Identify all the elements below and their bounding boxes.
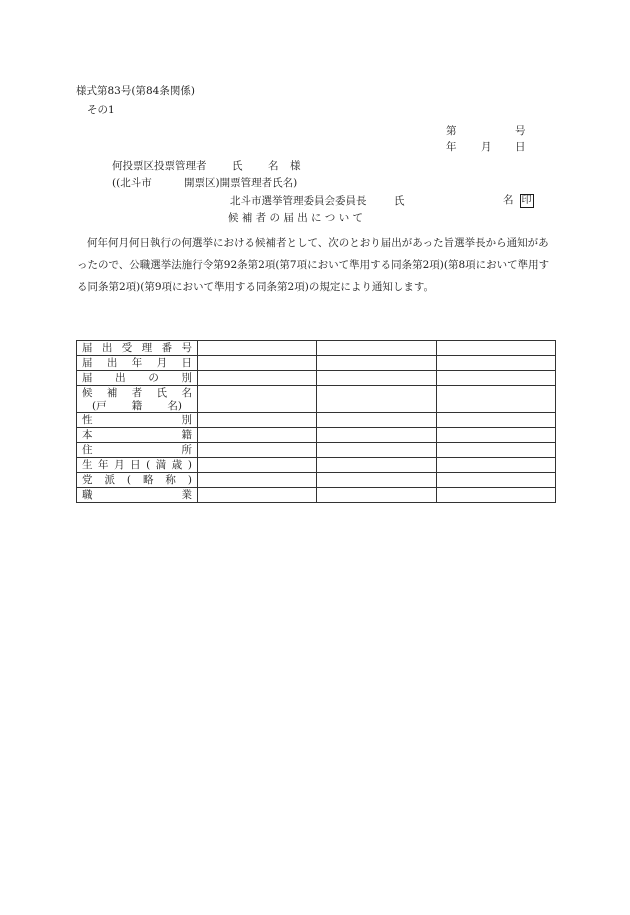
value-cell[interactable] (317, 428, 436, 443)
table-row (77, 386, 556, 413)
sender-title: 北斗市選挙管理委員会委員長 (230, 195, 367, 207)
label-char: 派 (104, 474, 115, 486)
value-cell[interactable] (198, 341, 317, 356)
table-row (77, 443, 556, 458)
value-cell[interactable] (436, 371, 555, 386)
label-char: 理 (141, 342, 153, 354)
label-char: ( (146, 459, 151, 471)
row-label (77, 488, 198, 503)
value-cell[interactable] (317, 458, 436, 473)
date-year: 年 (446, 141, 457, 153)
label-char: 号 (181, 342, 192, 354)
value-cell[interactable] (436, 356, 555, 371)
body-text: 何年何月何日執行の何選挙における候補者として、次のとおり届出があった旨選挙長から通知があったので、公職選挙法施行令第92条第2項(第7項において準用する同条第2項)(第8項において準用する同条第2項)(第9項において準用する同条第2項)の規定により通知します。 (77, 237, 550, 293)
label-char: 職 (82, 489, 93, 501)
date-month: 月 (481, 141, 492, 153)
value-cell[interactable] (436, 443, 555, 458)
value-cell[interactable] (198, 458, 317, 473)
addressee-counting-manager: 開票区)開票管理者氏名) (184, 177, 298, 189)
label-char: 生 (82, 459, 93, 471)
label-char: 別 (181, 372, 192, 384)
value-cell[interactable] (317, 386, 436, 413)
label-char: 別 (181, 414, 192, 426)
sender-shi: 氏 (394, 195, 405, 207)
table-row (77, 341, 556, 356)
label-char: 月 (114, 459, 125, 471)
label-char: 出 (106, 357, 118, 369)
sender-mei-seal (503, 193, 534, 208)
label-char: 年 (98, 459, 109, 471)
label-char: 補 (106, 387, 118, 399)
table-row (77, 458, 556, 473)
value-cell[interactable] (317, 356, 436, 371)
row-label-text (80, 458, 194, 472)
row-label-text (80, 413, 194, 427)
value-cell[interactable] (198, 356, 317, 371)
label-char: 業 (181, 489, 192, 501)
value-cell[interactable] (317, 443, 436, 458)
label-char: 党 (82, 474, 93, 486)
label-char: 受 (121, 342, 133, 354)
addressee-title: 何投票区投票管理者 (112, 160, 207, 172)
row-label (77, 413, 198, 428)
table-row (77, 371, 556, 386)
label-char: 候 (82, 387, 93, 399)
value-cell[interactable] (317, 473, 436, 488)
row-label (77, 473, 198, 488)
label-char: 籍 (131, 400, 143, 412)
value-cell[interactable] (436, 341, 555, 356)
label-char: 称 (165, 474, 176, 486)
label-char: 本 (82, 429, 93, 441)
label-char: 届 (82, 342, 93, 354)
label-char: 住 (82, 444, 93, 456)
row-label (77, 428, 198, 443)
value-cell[interactable] (436, 488, 555, 503)
value-cell[interactable] (198, 428, 317, 443)
label-char: 名 (181, 387, 192, 399)
label-char: 名) (167, 400, 182, 412)
addressee-mei: 名 (268, 160, 279, 172)
table-row (77, 488, 556, 503)
label-char: 出 (115, 372, 126, 384)
table-row (77, 413, 556, 428)
notification-table-body (77, 341, 556, 503)
label-char: 略 (142, 474, 154, 486)
row-label-text (80, 473, 194, 487)
row-label (77, 443, 198, 458)
document-title: 候 補 者 の 届 出 に つ い て (228, 212, 364, 224)
value-cell[interactable] (317, 371, 436, 386)
row-label-text (80, 443, 194, 457)
value-cell[interactable] (198, 473, 317, 488)
row-label (77, 458, 198, 473)
label-char: 番 (161, 342, 173, 354)
row-label-text (80, 428, 194, 442)
row-label-text (80, 488, 194, 502)
label-char: 籍 (181, 429, 192, 441)
number-prefix: 第 (446, 125, 457, 137)
label-char: ) (187, 459, 192, 471)
table-row (77, 473, 556, 488)
value-cell[interactable] (436, 458, 555, 473)
table-row (77, 356, 556, 371)
label-char: 年 (131, 357, 143, 369)
date-day: 日 (515, 141, 526, 153)
table-row (77, 428, 556, 443)
label-char: 出 (101, 342, 113, 354)
label-char: 性 (82, 414, 93, 426)
notification-table (76, 340, 556, 503)
row-label (77, 371, 198, 386)
value-cell[interactable] (317, 488, 436, 503)
value-cell[interactable] (198, 443, 317, 458)
row-label-text (80, 356, 194, 370)
seal-stamp: 印 (521, 195, 532, 206)
number-suffix: 号 (515, 125, 526, 137)
row-label (77, 386, 198, 413)
form-sub-number: その1 (87, 104, 115, 116)
value-cell[interactable] (317, 341, 436, 356)
label-char: 日 (181, 357, 192, 369)
row-label (77, 356, 198, 371)
form-number: 様式第83号(第84条関係) (76, 85, 195, 97)
label-char: 日 (130, 459, 141, 471)
value-cell[interactable] (198, 386, 317, 413)
label-char: 者 (131, 387, 143, 399)
label-char: 歳 (171, 459, 183, 471)
addressee-honorific: 様 (290, 160, 301, 172)
label-char: 所 (181, 444, 192, 456)
label-char: ( (126, 474, 132, 486)
label-char: 氏 (156, 387, 168, 399)
row-label-text (80, 341, 194, 355)
value-cell[interactable] (436, 428, 555, 443)
value-cell[interactable] (317, 413, 436, 428)
row-label-text (80, 371, 194, 385)
label-char: (戸 (92, 400, 107, 412)
label-char: 届 (82, 372, 93, 384)
label-char: 届 (82, 357, 93, 369)
addressee-city: ((北斗市 (112, 177, 152, 189)
row-label-subtext (80, 400, 194, 412)
label-char: ) (187, 474, 192, 486)
addressee-shi: 氏 (232, 160, 243, 172)
value-cell[interactable] (198, 371, 317, 386)
value-cell[interactable] (198, 488, 317, 503)
value-cell[interactable] (198, 413, 317, 428)
label-char: の (148, 372, 159, 384)
row-label (77, 341, 198, 356)
value-cell[interactable] (436, 473, 555, 488)
label-char: 月 (156, 357, 168, 369)
row-label-text (80, 386, 194, 400)
label-char: 満 (155, 459, 167, 471)
value-cell[interactable] (436, 413, 555, 428)
sender-mei: 名 (503, 194, 514, 206)
value-cell[interactable] (436, 386, 555, 413)
